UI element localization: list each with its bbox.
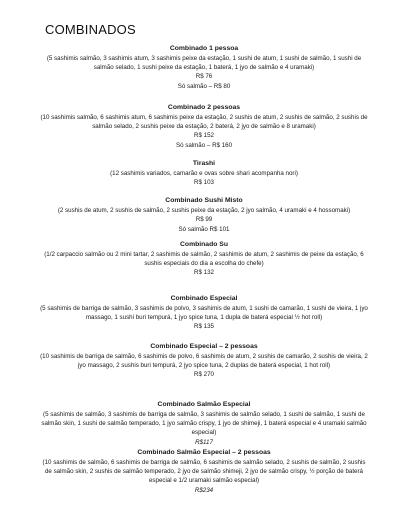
item-price: R$ 103 bbox=[194, 179, 214, 187]
menu-item-combinado-salmao-especial-2-pessoas bbox=[40, 448, 368, 495]
item-title: Combinado Especial bbox=[170, 295, 238, 302]
menu-item-combinado-salmao-especial bbox=[40, 400, 368, 447]
item-title: Combinado 2 pessoas bbox=[167, 104, 241, 111]
item-price: R$ 76 bbox=[195, 73, 213, 81]
item-description: (1/2 carpaccio salmão ou 2 mini tartar, 2 sashimis de salmão, 2 sashimis de atum, 2 sashimis de peixe da estação, 6 sushis especiais do dia a escolha do chefe) bbox=[44, 251, 364, 268]
item-description: (5 sashimis de barriga de salmão, 3 sashimis de polvo, 3 sashimis de atum, 1 sushi de camarão, 1 sushi de vieira, 1 jyo massago, 1 sushi buri tempurá, 1 jyo spice tuna, 1 dupla de baterá especial ½ hot roll) bbox=[40, 305, 368, 322]
item-alt-price: Só salmão – R$ 80 bbox=[177, 83, 231, 91]
menu-item-combinado-sushi-misto bbox=[40, 196, 368, 234]
menu-item-combinado-especial-2-pessoas bbox=[40, 342, 368, 379]
item-price: R$ 270 bbox=[194, 371, 214, 379]
menu-item-combinado-2-pessoas bbox=[40, 103, 368, 150]
item-description: (10 sashimis salmão, 6 sashimis atum, 6 sashimis peixe da estação, 2 sushis de atum, 2 sushis de salmão, 2 sushis de salmão selado, 2 sushis peixe da estação, 2 baterá, 2 jyo de salmão e 8 uramaki) bbox=[40, 114, 368, 131]
page-title: COMBINADOS bbox=[45, 22, 136, 37]
item-description: (5 sashimis de salmão, 3 sashimis de barriga de salmão, 3 sashimis de salmão selado, 1 sushi de salmão, 1 sushi de salmão skin, 1 sushi de salmão temperado, 1 jyo salmão crispy, 1 jyo de shimeji, 1 baterá especial e 4 uramaki salmão especial) bbox=[41, 411, 367, 437]
menu-item-combinado-especial bbox=[40, 294, 368, 331]
item-description: (10 sashimis de salmão, 6 sashimis de barriga de salmão, 6 sashimis de salmão selado, 2 sushis de salmão, 2 sushis de salmão skin, 2 sushis de salmão temperado, 2 jyo de salmão shimeji, 2 jyo de salmão crispy, ½ porção de baterá especial e 1/2 uramaki salmão especial) bbox=[42, 459, 366, 485]
item-alt-price: Só salmão – R$ 160 bbox=[175, 142, 233, 150]
item-title: Combinado Sushi Misto bbox=[165, 197, 243, 204]
item-price: R$117 bbox=[195, 438, 213, 446]
item-title: Combinado 1 pessoa bbox=[169, 45, 239, 52]
menu-item-combinado-1-pessoa bbox=[40, 44, 368, 91]
item-alt-price: Só salmão R$ 101 bbox=[178, 226, 230, 234]
item-title: Tirashi bbox=[192, 160, 216, 167]
menu-item-tirashi bbox=[40, 159, 368, 187]
item-title: Combinado Salmão Especial bbox=[157, 401, 251, 408]
item-price: R$ 152 bbox=[194, 132, 214, 140]
item-title: Combinado Especial – 2 pessoas bbox=[150, 343, 258, 350]
item-description: (12 sashimis variados, camarão e ovas sobre shari acompanha nori) bbox=[110, 170, 298, 177]
item-description: (10 sashimis de barriga de salmão, 6 sashimis de polvo, 6 sashimis de atum, 2 sushis de camarão, 2 sushis de vieira, 2 jyo massago, 2 sushis buri tempurá, 2 jyo spice tuna, 2 duplas de baterá especial, 1 hot roll) bbox=[40, 353, 368, 370]
item-price: R$ 99 bbox=[195, 216, 213, 224]
item-price: R$234 bbox=[194, 486, 214, 494]
item-price: R$ 132 bbox=[194, 269, 214, 277]
item-title: Combinado Salmão Especial – 2 pessoas bbox=[137, 449, 271, 456]
item-title: Combinado Su bbox=[180, 241, 228, 248]
item-description: (5 sashimis salmão, 3 sashimis atum, 3 sashimis peixe da estação, 1 sushi de atum, 1 sushi de salmão, 1 sushi de salmão selado, 1 sushi peixe da estação, 1 baterá, 1 jyo de salmão e 4 uramaki) bbox=[46, 55, 362, 72]
item-price: R$ 135 bbox=[194, 323, 214, 331]
item-description: (2 sushis de atum, 2 sushis de salmão, 2 sushis peixe da estação, 2 jyo salmão, 4 uramaki e 4 hossomaki) bbox=[57, 207, 351, 214]
menu-item-combinado-su bbox=[40, 240, 368, 277]
